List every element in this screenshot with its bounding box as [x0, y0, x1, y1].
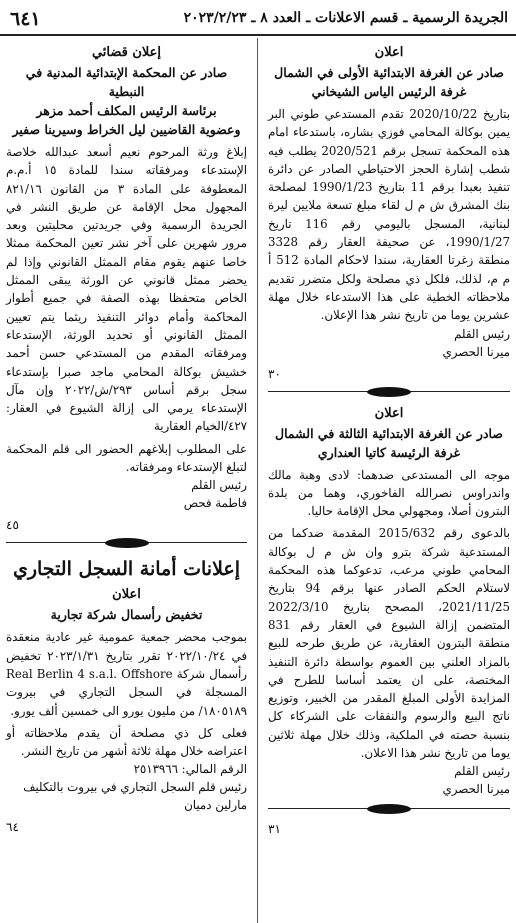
ad-body: بتاريخ 2020/10/22 تقدم المستدعي طوني البر يمين بوكالة المحامي فوزي بشاره، باستدعاء امام هذه المحكمة تسجل برقم 2020/521 يطلب فيه شطب إشارة الحجز الاحتياطي الصادر عن دائرة تنفيذ بعبدا برقم 11 بتاريخ 1990/1/23 لمصلحة بنك المشرق ش م ل لقاء مبلغ تسعة ملايين ليرة لبنانية، المسجل باليومي رقم 116 تاريخ 1990/1/27، عن صحيفة العقار رقم 3328 منطقة زغرتا العقارية، سندا لاحكام المادة 512 أ م م، لذلك، فلكل ذي مصلحة ولكل متضرر تقديم ملاحظاته الخطية على هذا الاستدعاء خلال مهلة عشرين يوما من تاريخ نشر هذا الإعلان.	[268, 107, 510, 323]
ad-label: إعلان قضائي	[91, 45, 162, 60]
signature-name: ميرنا الحصري	[442, 782, 510, 797]
signature-name: مارلين دميان	[184, 798, 247, 813]
ad-body: موجه الى المستدعى ضدهما: لادى وهبة مالك واندراوس نصرالله الفاخوري، وهما من بلدة البترون أصلا، ومجهولي محل الإقامة حاليا.	[268, 467, 510, 519]
ad-label: اعلان	[374, 45, 404, 60]
ad-body: على المطلوب إبلاغهم الحضور الى قلم المحكمة لتبلغ الإستدعاء ومرفقاته.	[6, 441, 247, 475]
signature-role: رئيس القلم	[454, 326, 510, 341]
ad-judge: غرفة الرئيس الياس الشيخاني	[311, 84, 467, 99]
ad-judge-members: وعضوية القاضيين ليل الخراط وسيرينا صفير	[12, 122, 241, 137]
ad-number: ٣١	[268, 822, 281, 837]
signature-role: رئيس قلم السجل التجاري في بيروت بالتكليف	[23, 780, 247, 795]
page-number: ٦٤١	[10, 8, 41, 30]
ad-judge: برئاسة الرئيس المكلف أحمد مزهر	[36, 103, 217, 118]
ad-title: صادر عن الغرفة الابتدائية الأولى في الشمال	[274, 65, 504, 80]
ad-title: صادر عن المحكمة الإبتدائية المدنية في النبطية	[25, 65, 228, 99]
right-column	[258, 38, 516, 923]
receipt-number: الرقم المالي: ٢٥١٣٩٦٦	[133, 762, 247, 777]
ad-number: ٣٠	[268, 366, 281, 381]
ornament-divider	[6, 536, 247, 550]
ad-label: اعلان	[374, 405, 404, 421]
ad-body: إبلاغ ورثة المرحوم نعيم أسعد عبدالله خلاصة الإستدعاء ومرفقاته سندا للمادة ١٥ أ.م.م المعطوفة على المادة ٣ من القانون ٨٢١/١٦ المجهول محل الإقامة عن طريق النشر في الجريدة الرسمية وفي جريدتين محليتين وبعد مرور شهرين على آخر نشر تعين المحكمة ممثلا خاصا عنهم يقوم مقام الممثل القانوني وإذا لم يحضر ممثل قانوني عن الورثة يبقى الممثل الخاص متحفظا بهذه الصفة في جميع أطوار المحاكمة وأمام دوائر التنفيذ ريثما يتم تعيين الممثل القانوني أو تحديد الورثة، الإستدعاء ومرفقاته المقدم من المستدعي حسن أحمد خشيش بوكالة المحامي ماجد صبرا بإستدعاء سجل برقم أساس ٢٩٣/ش/٢٠٢٢ وإن مآل الإستدعاء يرمي الى إزالة الشيوع في العقار: ٤٢٧/الخيام العقارية	[6, 145, 247, 434]
signature-name: ميرنا الحصري	[442, 344, 510, 359]
ad-title: تخفيض رأسمال شركة تجارية	[50, 607, 203, 623]
ad-body: بالدعوى رقم 2015/632 المقدمة ضدكما من المستدعية شركة بترو وان ش م ل بوكالة المحامي طوني مرعب، تدعوكما هذه المحكمة لاستلام الحكم الصادر عنها برقم 94 بتاريخ 2021/11/25، المصحح بتاريخ 2022/3/10 المتضمن إزالة الشيوع في العقار رقم 831 منطقة البترون العقارية، عن طريق طرحه للبيع بالمزاد العلني بين العموم بواسطة دائرة التنفيذ المختصة، على ان يعتمد أساسا للطرح في المزايدة الأولى المبلغ المقدر من الخبير، وتوزيع ناتج البيع والرسوم والنفقات على الشركاء كل بنسبة حصته في الملكية، وذلك خلال مهلة ثلاثين يوما من تاريخ نشر هذا الاعلان.	[268, 526, 510, 761]
ad-body: بموجب محضر جمعية عمومية غير عادية منعقدة في ٢٠٢٢/١٠/٢٤ تقرر بتاريخ ٢٠٢٣/١/٣١ تخفيض رأسمال شركة Real Berlin 4 s.a.l. Offshore المسجلة في السجل التجاري في بيروت ١٨٠٥١٨٩/ من مليون يورو الى خمسين ألف يورو.	[6, 630, 247, 718]
left-column	[0, 38, 258, 923]
gazette-title: الجريدة الرسمية ـ قسم الاعلانات ـ العدد ٨ ـ ٢٠٢٣/٢/٢٣	[183, 10, 508, 26]
ornament-divider	[268, 802, 510, 816]
ad-judge: غرفة الرئيسة كاتيا العنداري	[317, 444, 461, 460]
section-heading: إعلانات أمانة السجل التجاري	[12, 558, 241, 581]
ad-body: فعلى كل ذي مصلحة أن يقدم ملاحظاته أو اعتراضه خلال مهلة ثلاثة أشهر من تاريخ النشر.	[6, 725, 247, 759]
signature-role: رئيس القلم	[454, 764, 510, 779]
ad-title: صادر عن الغرفة الابتدائية الثالثة في الشمال	[275, 425, 503, 441]
page-header	[0, 0, 516, 36]
signature-name: فاطمة فحص	[183, 496, 247, 511]
ornament-divider	[268, 385, 510, 399]
ad-number: ٤٥	[6, 518, 19, 533]
ad-label: اعلان	[112, 587, 141, 603]
signature-role: رئيس القلم	[191, 478, 247, 493]
ad-number: ٦٤	[6, 820, 19, 835]
